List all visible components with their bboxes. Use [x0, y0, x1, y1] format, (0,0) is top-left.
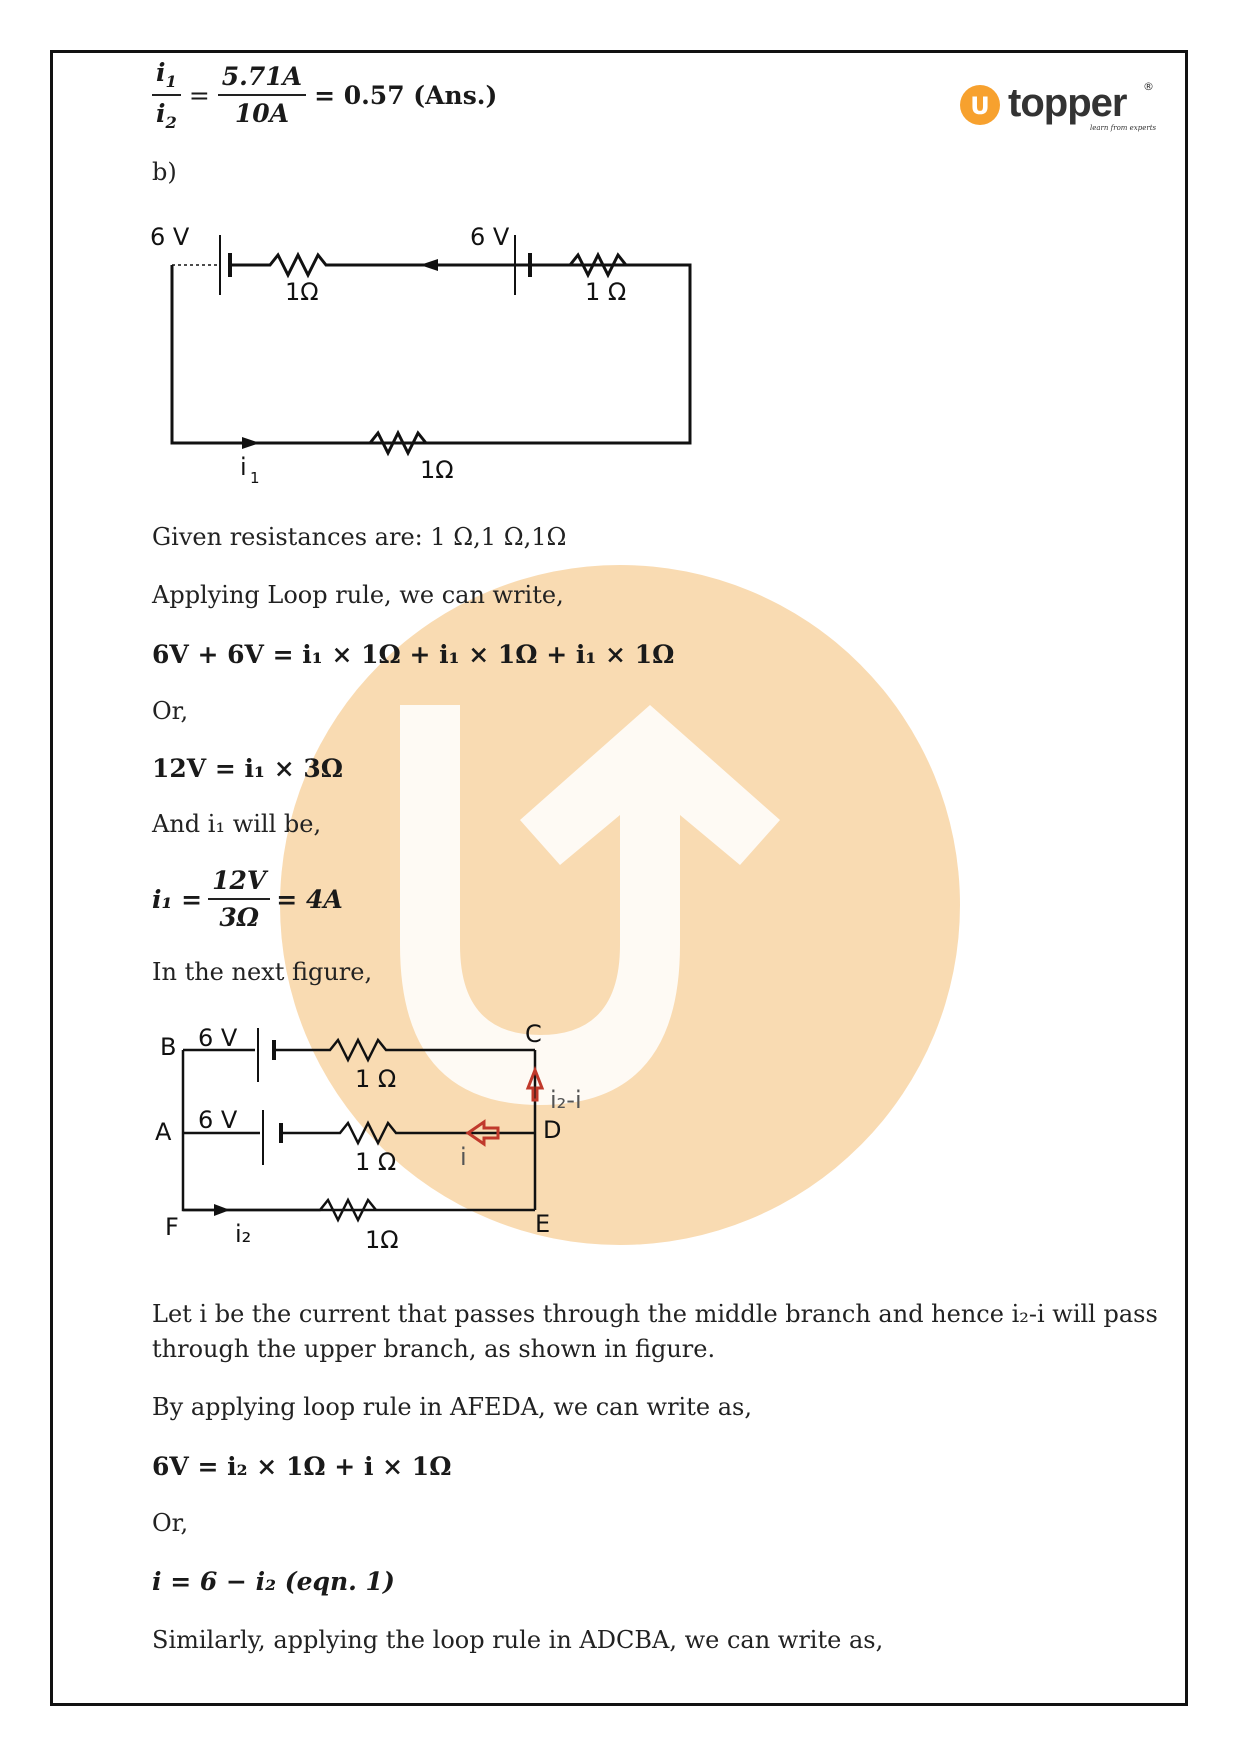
- node-a-label: A: [155, 1118, 172, 1146]
- node-c-label: C: [525, 1020, 542, 1048]
- equation-2: 12V = i₁ × 3Ω: [152, 754, 343, 783]
- afeda-intro: By applying loop rule in AFEDA, we can write as,: [152, 1393, 752, 1421]
- equation-3: i₁ = $\frac{12V}{3\Omega}$ = 4A: [152, 866, 343, 932]
- current-i2-label: i₂: [235, 1220, 252, 1248]
- logo-mark: U: [970, 92, 990, 120]
- equation-4: 6V = i₂ × 1Ω + i × 1Ω: [152, 1452, 452, 1481]
- ratio-result: = 0.57 (Ans.): [314, 80, 498, 110]
- c1-resistor-bottom-label: 1Ω: [420, 456, 454, 484]
- node-b-label: B: [160, 1033, 177, 1061]
- ratio-right-fraction: $\frac{5.71A}{10A}$: [218, 62, 306, 128]
- circuit-diagram-1: [150, 225, 710, 495]
- paragraph-let-i-line1: Let i be the current that passes through the middle branch and hence i₂-i will pass: [152, 1300, 1158, 1328]
- registered-mark: ®: [1143, 80, 1154, 93]
- ratio-left-fraction: $\frac{i_1}{i_2}$: [152, 58, 181, 132]
- topper-logo: [960, 78, 1160, 138]
- current-i2-minus-i-label: i₂-i: [550, 1086, 582, 1114]
- c2-battery-mid-label: 6 V: [198, 1106, 238, 1134]
- c2-resistor-bottom-label: 1Ω: [365, 1226, 399, 1254]
- c1-battery-right-label: 6 V: [470, 225, 510, 251]
- current-i-label: i: [460, 1143, 467, 1171]
- node-e-label: E: [535, 1210, 551, 1238]
- ratio-equation: $\frac{i_1}{i_2}$ = $\frac{5.71A}{10A}$ = 0.57 (Ans.): [152, 58, 497, 132]
- given-resistances: Given resistances are: 1 Ω,1 Ω,1Ω: [152, 523, 567, 551]
- circuit-diagram-2: [150, 1010, 630, 1260]
- c2-resistor-top-label: 1 Ω: [355, 1065, 397, 1093]
- c1-resistor-top-left-label: 1Ω: [285, 278, 319, 306]
- and-i1-text: And i₁ will be,: [152, 810, 322, 838]
- logo-tagline: learn from experts: [1090, 124, 1157, 132]
- equation-5: i = 6 − i₂ (eqn. 1): [152, 1567, 395, 1596]
- next-figure-text: In the next figure,: [152, 958, 373, 986]
- or-label-1: Or,: [152, 697, 189, 725]
- c1-current-sub: 1: [250, 469, 260, 487]
- loop-rule-intro: Applying Loop rule, we can write,: [152, 581, 564, 609]
- or-label-2: Or,: [152, 1509, 189, 1537]
- c1-battery-left-label: 6 V: [150, 225, 190, 251]
- equation-1: 6V + 6V = i₁ × 1Ω + i₁ × 1Ω + i₁ × 1Ω: [152, 640, 675, 669]
- c2-resistor-mid-label: 1 Ω: [355, 1148, 397, 1176]
- node-f-label: F: [165, 1213, 179, 1241]
- adcba-intro: Similarly, applying the loop rule in ADCBA, we can write as,: [152, 1626, 884, 1654]
- c1-current-label: i: [240, 453, 247, 481]
- c1-resistor-top-right-label: 1 Ω: [585, 278, 627, 306]
- c2-battery-top-label: 6 V: [198, 1024, 238, 1052]
- logo-text: topper: [1008, 81, 1127, 125]
- part-label: b): [152, 158, 177, 186]
- paragraph-let-i-line2: through the upper branch, as shown in figure.: [152, 1335, 716, 1363]
- node-d-label: D: [543, 1116, 562, 1144]
